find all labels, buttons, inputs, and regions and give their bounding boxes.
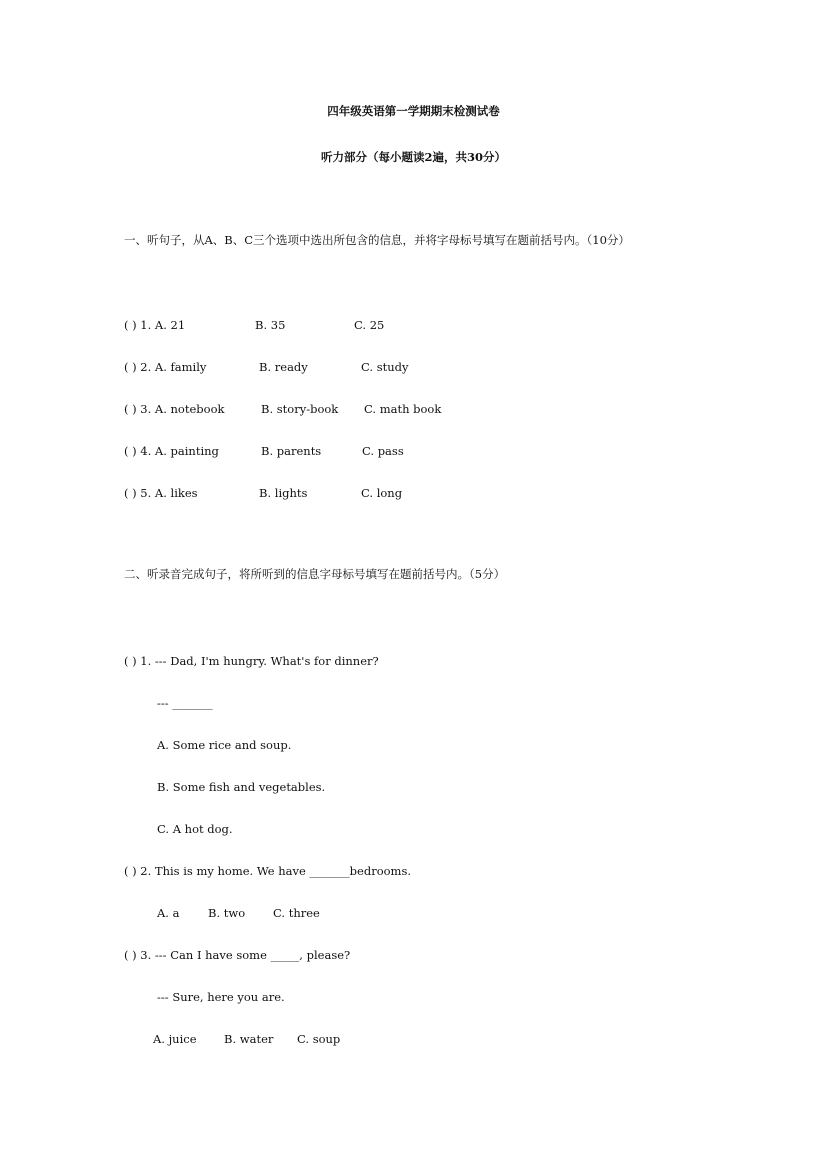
option-a: A. Some rice and soup. — [157, 738, 292, 752]
section1-instruction: 一、听句子，从A、B、C三个选项中选出所包含的信息，并将字母标号填写在题前括号内。（10分） — [124, 233, 630, 247]
section2-instruction: 二、听录音完成句子，将所听到的信息字母标号填写在题前括号内。（5分） — [124, 567, 506, 581]
option-b: B. story-book — [261, 402, 339, 416]
question-stem: ( ) 4. A. painting — [124, 444, 219, 458]
question-stem: ( ) 5. A. likes — [124, 486, 198, 500]
question-stem: ( ) 3. --- Can I have some _____, please? — [124, 948, 351, 962]
question-stem: ( ) 3. A. notebook — [124, 402, 225, 416]
option-b: B. 35 — [255, 318, 286, 332]
option-b: B. parents — [261, 444, 322, 458]
option-b: B. ready — [259, 360, 308, 374]
option-b: B. lights — [259, 486, 308, 500]
option-c: C. pass — [362, 444, 404, 458]
page-title: 四年级英语第一学期期末检测试卷 — [327, 104, 500, 118]
option-c: C. A hot dog. — [157, 822, 233, 836]
page-subtitle: 听力部分（每小题读2遍，共30分） — [320, 150, 506, 164]
option-c: C. long — [361, 486, 403, 500]
option-b: B. Some fish and vegetables. — [157, 780, 326, 794]
question-stem: ( ) 2. A. family — [124, 360, 207, 374]
option-c: C. study — [361, 360, 409, 374]
option-c: C. soup — [297, 1032, 341, 1046]
option-c: C. 25 — [354, 318, 385, 332]
option-c: C. math book — [364, 402, 442, 416]
option-a: A. a — [157, 906, 180, 920]
option-a: A. juice — [153, 1032, 197, 1046]
question-stem: ( ) 1. A. 21 — [124, 318, 186, 332]
dialogue-reply: --- _______ — [157, 696, 213, 710]
dialogue-reply: --- Sure, here you are. — [157, 990, 285, 1004]
option-c: C. three — [273, 906, 320, 920]
option-b: B. water — [224, 1032, 274, 1046]
option-b: B. two — [208, 906, 246, 920]
question-stem: ( ) 1. --- Dad, I'm hungry. What's for dinner? — [124, 654, 379, 668]
question-stem: ( ) 2. This is my home. We have _______bedrooms. — [124, 864, 412, 878]
